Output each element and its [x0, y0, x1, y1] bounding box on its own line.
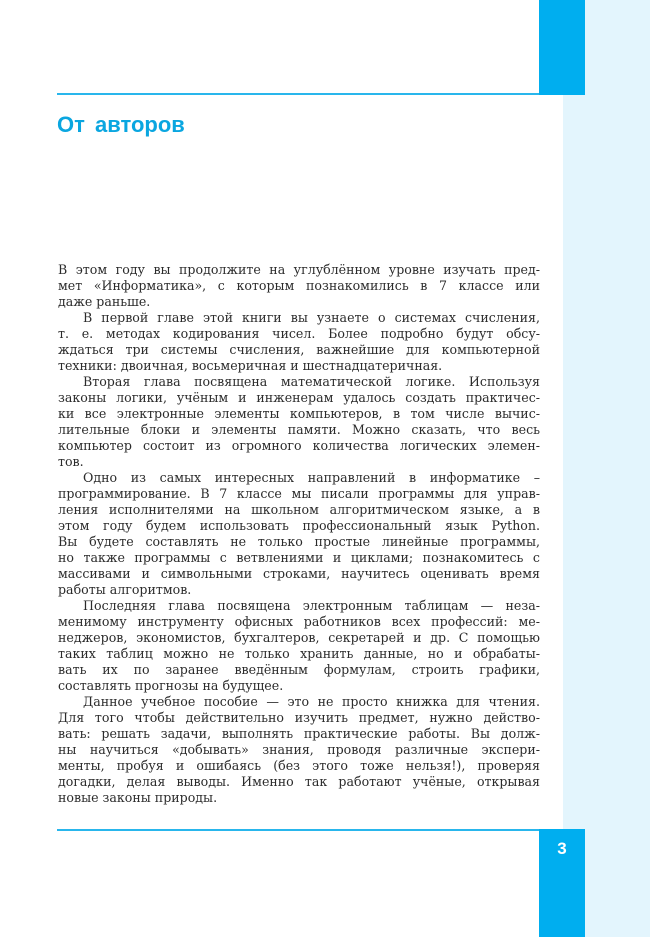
page-number-block	[539, 829, 585, 937]
text-line: новые законы природы.	[58, 790, 218, 805]
text-line: неджеров, экономистов, бухгалтеров, секретарей и др. С помощью	[58, 630, 540, 645]
text-line: Данное учебное пособие — это не просто книжка для чтения.	[83, 694, 540, 709]
text-line: вать: решать задачи, выполнять практические работы. Вы долж-	[58, 726, 540, 741]
text-line: Вы будете составлять не только простые линейные программы,	[58, 534, 540, 549]
header-accent-bar	[539, 0, 585, 95]
text-line: ждаться три системы счисления, важнейшие для компьютерной	[58, 342, 540, 357]
text-line: лительные блоки и элементы памяти. Можно сказать, что весь	[58, 422, 540, 437]
page-number: 3	[557, 839, 567, 858]
text-line: Одно из самых интересных направлений в информатике –	[83, 470, 540, 485]
text-line: даже раньше.	[58, 294, 151, 309]
text-line: т. е. методах кодирования чисел. Более подробно будут обсу-	[58, 326, 540, 341]
text-line: ки все электронные элементы компьютеров, в том числе вычис-	[58, 406, 540, 421]
text-line: ления исполнителями на школьном алгоритмическом языке, а в	[58, 502, 540, 517]
text-line: таких таблиц можно не только хранить данные, но и обрабаты-	[58, 646, 540, 661]
text-line: но также программы с ветвлениями и циклами; познакомитесь с	[58, 550, 540, 565]
text-line: Для того чтобы действительно изучить предмет, нужно действо-	[58, 710, 540, 725]
text-line: Последняя глава посвящена электронным таблицам — неза-	[83, 598, 540, 613]
text-line: работы алгоритмов.	[58, 582, 192, 597]
text-line: компьютер состоит из огромного количества логических элемен-	[58, 438, 540, 453]
side-strip	[563, 95, 650, 937]
text-line: догадки, делая выводы. Именно так работают учёные, открывая	[58, 774, 540, 789]
header-rule	[57, 93, 539, 95]
body-text	[58, 262, 540, 806]
text-line: массивами и символьными строками, научитесь оценивать время	[58, 566, 540, 581]
text-line: этом году будем использовать профессиональный язык Python.	[58, 518, 540, 533]
page-title: От авторов	[57, 112, 185, 137]
text-line: менимому инструменту офисных работников всех профессий: ме-	[58, 614, 540, 629]
text-line: тов.	[58, 454, 84, 469]
text-line: техники: двоичная, восьмеричная и шестнадцатеричная.	[58, 358, 443, 373]
text-line: В этом году вы продолжите на углублённом уровне изучать пред-	[58, 262, 540, 277]
text-line: законы логики, учёным и инженерам удалось создать практичес-	[58, 390, 540, 405]
text-line: ны научиться «добывать» знания, проводя различные экспери-	[58, 742, 540, 757]
text-line: мет «Информатика», с которым познакомились в 7 классе или	[58, 278, 540, 293]
text-line: программирование. В 7 классе мы писали программы для управ-	[58, 486, 540, 501]
text-line: вать их по заранее введённым формулам, строить графики,	[58, 662, 540, 677]
text-line: В первой главе этой книги вы узнаете о системах счисления,	[83, 310, 540, 325]
side-strip-top	[585, 0, 650, 95]
text-line: Вторая глава посвящена математической логике. Используя	[83, 374, 540, 389]
text-line: менты, пробуя и ошибаясь (без этого тоже нельзя!), проверяя	[58, 758, 540, 773]
text-line: составлять прогнозы на будущее.	[58, 678, 284, 693]
footer-rule	[57, 829, 540, 831]
